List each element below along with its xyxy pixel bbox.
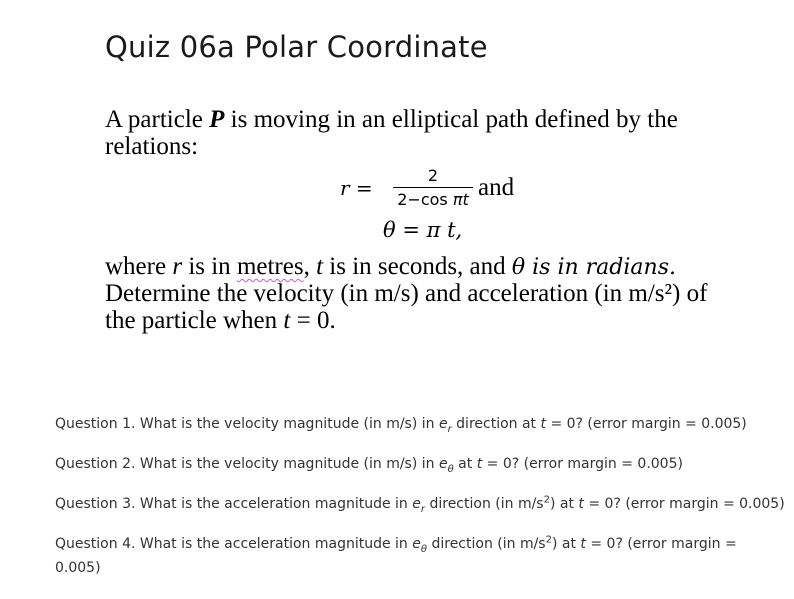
question-1: Question 1. What is the velocity magnitude (in m/s) in $e_r$ direction at t = 0? (error margin = 0.005): [55, 416, 747, 435]
equation-r-fraction: [393, 166, 473, 210]
question-4-continued: 0.005): [55, 560, 101, 576]
problem-line-1: A particle P is moving in an elliptical path defined by the: [105, 106, 678, 133]
problem-line-where: where r is in metres, t is in seconds, and θ is in radians.: [105, 253, 676, 280]
fraction-numerator: 2: [427, 166, 439, 185]
problem-line-last: the particle when t = 0.: [105, 307, 336, 334]
particle-symbol: P: [209, 106, 225, 133]
question-4: Question 4. What is the acceleration magnitude in $e_\theta$ direction (in $m/s^2$) at t = 0? (error margin =: [55, 534, 737, 555]
problem-line-determine: Determine the velocity (in m/s) and acceleration (in m/s²) of: [105, 280, 708, 307]
equation-and: and: [478, 174, 515, 201]
problem-line-2: relations:: [105, 133, 199, 160]
question-2: Question 2. What is the velocity magnitude (in m/s) in $e_\theta$ at t = 0? (error margin = 0.005): [55, 456, 683, 475]
fraction-bar: [393, 187, 473, 188]
equation-theta: θ = π t,: [383, 218, 463, 242]
spellcheck-word: metres: [236, 253, 304, 280]
quiz-title: Quiz 06a Polar Coordinate: [105, 30, 488, 64]
question-3: Question 3. What is the acceleration magnitude in $e_r$ direction (in $m/s^2$) at t = 0? (error margin = 0.005): [55, 494, 785, 515]
equation-r-lhs: r =: [340, 176, 373, 200]
fraction-denominator: 2−cos πt: [397, 190, 469, 209]
